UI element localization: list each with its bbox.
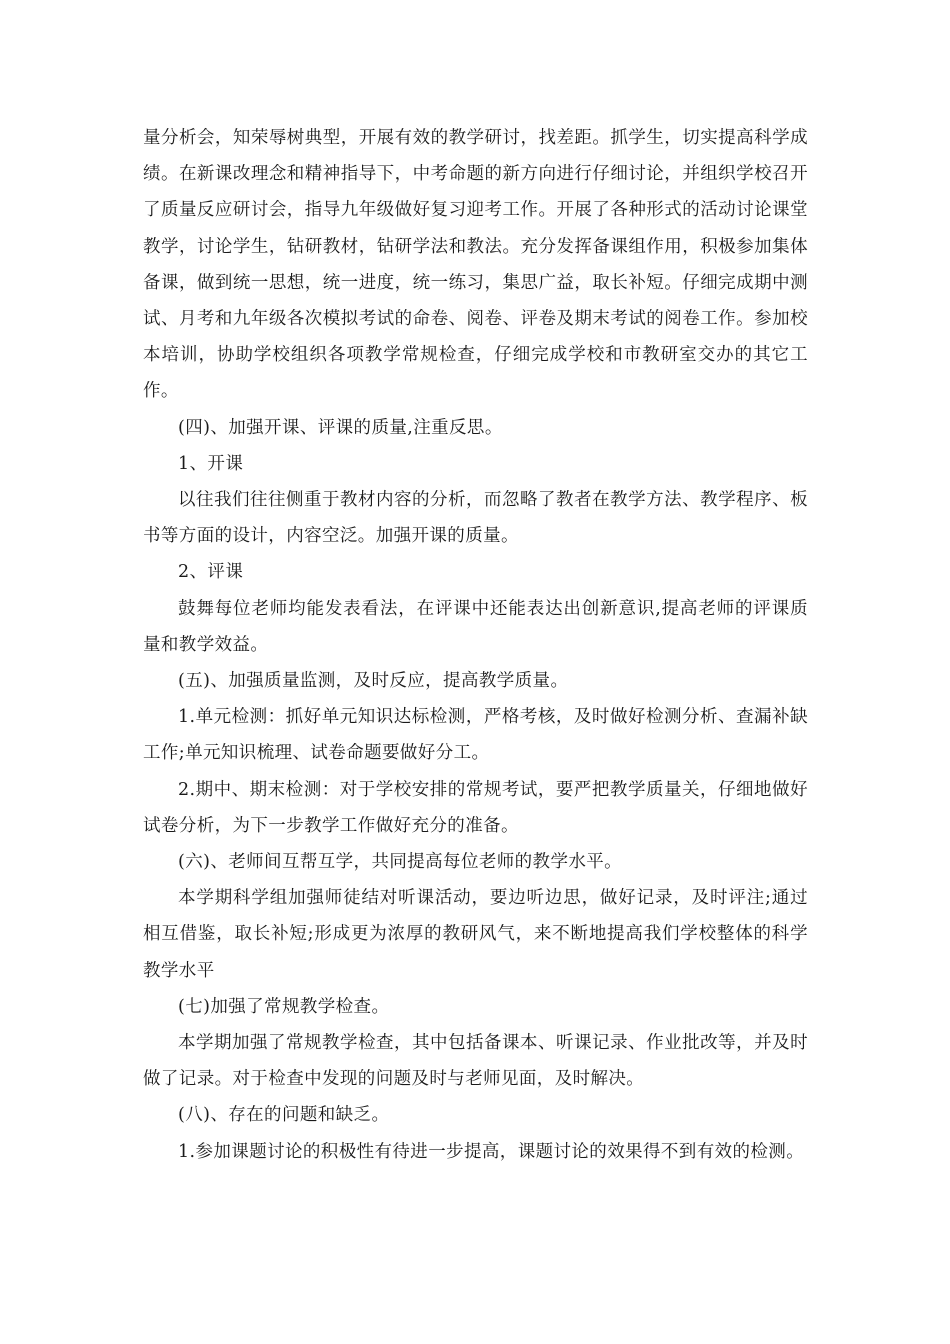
heading-section-4: (四)、加强开课、评课的质量,注重反思。 (178, 417, 503, 438)
paragraph-problem-1: 1.参加课题讨论的积极性有待进一步提高，课题讨论的效果得不到有效的检测。 (178, 1141, 805, 1162)
heading-section-6: (六)、老师间互帮互学，共同提高每位老师的教学水平。 (178, 852, 623, 873)
paragraph-continued-analysis: 量分析会，知荣辱树典型，开展有效的教学研讨，找差距。抓学生，切实提高科学成绩。在新课改理念和精神指导下，中考命题的新方向进行仔细讨论，并组织学校召开了质量反应研讨会，指导九年级做好复习迎考工作。开展了各种形式的活动讨论课堂教学，讨论学生，钻研教材，钻研学法和教法。充分发挥备课组作用，积极参加集体备课，做到统一思想，统一进度，统一练习，集思广益，取长补短。仔细完成期中测试、月考和九年级各次模拟考试的命卷、阅卷、评卷及期末考试的阅卷工作。参加校本培训，协助学校组织各项教学常规检查，仔细完成学校和市教研室交办的其它工作。 (143, 128, 808, 402)
subheading-class-review: 2、评课 (178, 562, 244, 583)
document-body (143, 120, 808, 1170)
heading-section-7: (七)加强了常规教学检查。 (178, 996, 390, 1017)
paragraph-unit-test: 1.单元检测：抓好单元知识达标检测，严格考核，及时做好检测分析、查漏补缺工作;单元知识梳理、试卷命题要做好分工。 (143, 707, 808, 764)
heading-section-8: (八)、存在的问题和缺乏。 (178, 1105, 390, 1126)
paragraph-routine-check: 本学期加强了常规教学检查，其中包括备课本、听课记录、作业批改等，并及时做了记录。对于检查中发现的问题及时与老师见面，及时解决。 (143, 1033, 808, 1090)
paragraph-midterm-final-test: 2.期中、期末检测：对于学校安排的常规考试，要严把教学质量关，仔细地做好试卷分析，为下一步教学工作做好充分的准备。 (143, 779, 808, 836)
heading-section-5: (五)、加强质量监测，及时反应，提高教学质量。 (178, 671, 569, 692)
subheading-open-class: 1、开课 (178, 453, 244, 474)
paragraph-open-class: 以往我们往往侧重于教材内容的分析，而忽略了教者在教学方法、教学程序、板书等方面的设计，内容空泛。加强开课的质量。 (143, 490, 808, 547)
paragraph-class-review: 鼓舞每位老师均能发表看法，在评课中还能表达出创新意识,提高老师的评课质量和教学效益。 (143, 598, 808, 655)
paragraph-mentoring: 本学期科学组加强师徒结对听课活动，要边听边思，做好记录，及时评注;通过相互借鉴，取长补短;形成更为浓厚的教研风气，来不断地提高我们学校整体的科学教学水平 (143, 888, 808, 981)
